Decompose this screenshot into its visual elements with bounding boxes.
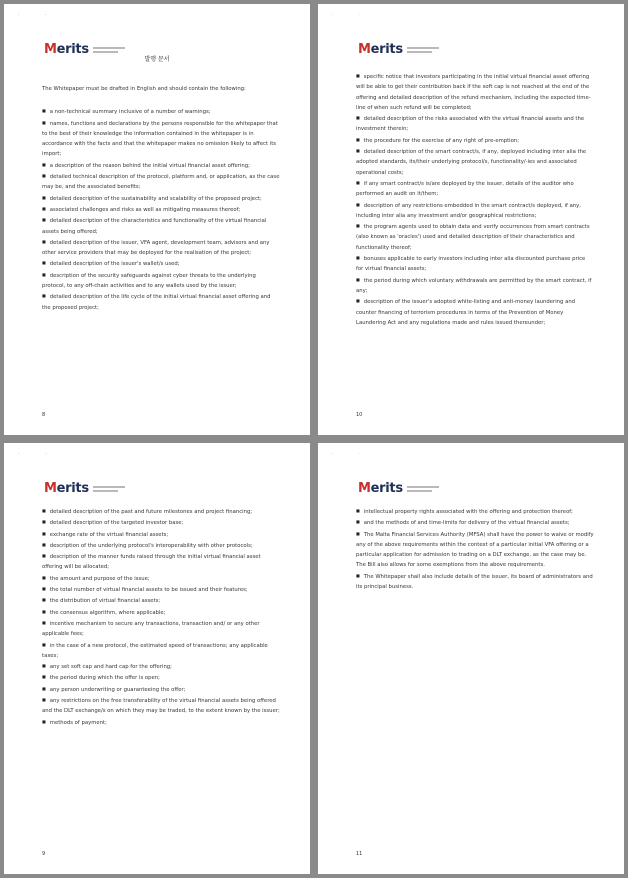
- list-item: ■ The Whitepaper shall also include details of the issuer, its board of administrators and its principal business.: [356, 571, 594, 593]
- page-number: 8: [42, 412, 46, 418]
- list-item: ■ detailed description of the past and future milestones and project financing;: [42, 506, 280, 517]
- list-item: ■ detailed description of the issuer's wallet/s used;: [42, 258, 280, 269]
- list-item: ■ the period during which the offer is open;: [42, 672, 280, 683]
- list-item: ■ the consensus algorithm, where applicable;: [42, 607, 280, 618]
- list-item: ■ The Malta Financial Services Authority (MFSA) shall have the power to waive or modify any of the above requirements within the context of a particular initial VFA offering or a particular application for admission to trading on a DLT exchange, as the case may be. The Bill also allows for some exemptions from the above requirements.: [356, 529, 594, 571]
- page-body: [356, 71, 594, 328]
- scan-marks: · ·: [332, 451, 373, 457]
- list-item: ■ description of the underlying protocol's interoperability with other protocols;: [42, 540, 280, 551]
- page-body: [42, 84, 280, 313]
- document-page-9: [4, 443, 310, 874]
- list-item: ■ if any smart contract/s is/are deployed by the issuer, details of the auditor who performed an audit on it/them;: [356, 178, 594, 200]
- list-item: ■ associated challenges and risks as well as mitigating measures thereof;: [42, 204, 280, 215]
- list-item: ■ detailed description of the characteristics and functionality of the virtual financial assets being offered;: [42, 215, 280, 237]
- page-number: 11: [356, 851, 363, 857]
- list-item: ■ detailed description of the life cycle of the initial virtual financial asset offering and the proposed project;: [42, 291, 280, 313]
- document-page-11: [318, 443, 624, 874]
- page-body: [356, 506, 594, 592]
- logo-subtext-graphic: [93, 47, 125, 53]
- list-item: ■ detailed description of the smart contract/s, if any, deployed including inter alia the adopted standards, its/their underlying protocol/s, functionality/-ies and associated operational costs;: [356, 146, 594, 178]
- list-item: ■ any restrictions on the free transferability of the virtual financial assets being offered and the DLT exchange/s on which they may be traded, to the extent known by the issuer;: [42, 695, 280, 717]
- logo-subtext-graphic: [407, 47, 439, 53]
- list-item: ■ in the case of a new protocol, the estimated speed of transactions; any applicable taxes;: [42, 640, 280, 662]
- list-item: ■ the period during which voluntary withdrawals are permitted by the smart contract, if any;: [356, 275, 594, 297]
- list-item: ■ any person underwriting or guaranteeing the offer;: [42, 684, 280, 695]
- list-item: ■ description of the issuer's adopted white-listing and anti-money laundering and counter financing of terrorism procedures in terms of the Prevention of Money Laundering Act and any regulations made and rules issued thereunder;: [356, 296, 594, 328]
- list-item: ■ description of any restrictions embedded in the smart contract/s deployed, if any, including inter alia any investment and/or geographical restrictions;: [356, 200, 594, 222]
- merits-logo: [358, 481, 439, 496]
- page-number: 9: [42, 851, 46, 857]
- list-item: ■ a non-technical summary inclusive of a number of warnings;: [42, 106, 280, 117]
- intro-paragraph: The Whitepaper must be drafted in English and should contain the following:: [42, 86, 246, 92]
- list-item: ■ the program agents used to obtain data and verify occurrences from smart contracts (also known as 'oracles') used and detailed description of their characteristics and functionality thereof;: [356, 221, 594, 253]
- logo-word: Merits: [44, 42, 89, 57]
- list-item: ■ the distribution of virtual financial assets;: [42, 595, 280, 606]
- page-number: 10: [356, 412, 363, 418]
- list-item: ■ detailed description of the targeted investor base;: [42, 517, 280, 528]
- list-item: ■ detailed technical description of the protocol, platform and, or application, as the case may be, and the associated benefits;: [42, 171, 280, 193]
- list-item: ■ bonuses applicable to early investors including inter alia discounted purchase price for virtual financial assets;: [356, 253, 594, 275]
- list-item: ■ the total number of virtual financial assets to be issued and their features;: [42, 584, 280, 595]
- list-item: ■ detailed description of the sustainability and scalability of the proposed project;: [42, 193, 280, 204]
- list-item: ■ description of the security safeguards against cyber threats to the underlying protocol, to any off-chain activities and to any wallets used by the issuer;: [42, 270, 280, 292]
- logo-word: Merits: [44, 481, 89, 496]
- list-item: ■ and the methods of and time-limits for delivery of the virtual financial assets;: [356, 517, 594, 528]
- list-item: ■ the procedure for the exercise of any right of pre-emption;: [356, 135, 594, 146]
- list-item: ■ incentive mechanism to secure any transactions, transaction and/ or any other applicable fees;: [42, 618, 280, 640]
- scan-marks: · ·: [18, 451, 59, 457]
- document-page-10: [318, 4, 624, 435]
- page-body: [42, 506, 280, 728]
- logo-word: Merits: [358, 481, 403, 496]
- list-item: ■ specific notice that investors participating in the initial virtual financial asset offering will be able to get their contribution back if the soft cap is not reached at the end of the offering and detailed description of the refund mechanism, including the expected time-line of when such refund will be completed;: [356, 71, 594, 113]
- list-item: ■ names, functions and declarations by the persons responsible for the whitepaper that to the best of their knowledge the information contained in the whitepaper is in accordance with the facts and that the whitepaper makes no omission likely to affect its import;: [42, 118, 280, 160]
- list-item: ■ detailed description of the risks associated with the virtual financial assets and the investment therein;: [356, 113, 594, 135]
- logo-word: Merits: [358, 42, 403, 57]
- list-item: ■ methods of payment;: [42, 717, 280, 728]
- list-item: ■ the amount and purpose of the issue;: [42, 573, 280, 584]
- logo-subtext-graphic: [93, 486, 125, 492]
- list-item: ■ detailed description of the issuer, VFA agent, development team, advisors and any other service providers that may be deployed for the realisation of the project;: [42, 237, 280, 259]
- list-item: ■ a description of the reason behind the initial virtual financial asset offering;: [42, 160, 280, 171]
- document-page-8: [4, 4, 310, 435]
- merits-logo: [358, 42, 439, 57]
- list-item: ■ intellectual property rights associated with the offering and protection thereof;: [356, 506, 594, 517]
- merits-logo: [44, 481, 125, 496]
- list-item: ■ exchange rate of the virtual financial assets;: [42, 529, 280, 540]
- list-item: ■ description of the manner funds raised through the initial virtual financial asset offering will be allocated;: [42, 551, 280, 573]
- list-item: ■ any set soft cap and hard cap for the offering;: [42, 661, 280, 672]
- page-heading: 발행 문서: [144, 56, 170, 63]
- scan-marks: · ·: [18, 12, 59, 18]
- logo-subtext-graphic: [407, 486, 439, 492]
- scan-marks: · ·: [332, 12, 373, 18]
